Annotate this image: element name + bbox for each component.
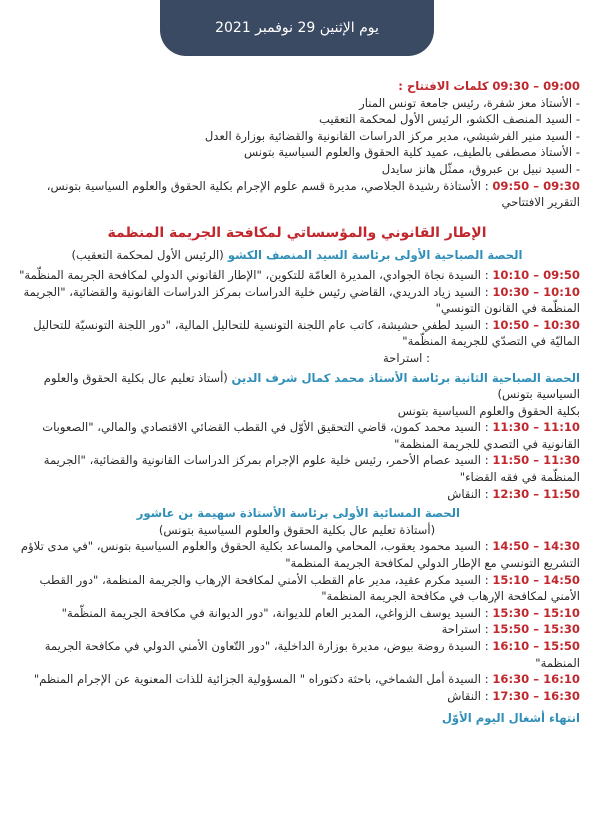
agenda-item — [14, 605, 580, 622]
session1-heading — [14, 247, 580, 264]
program-content — [14, 78, 580, 727]
opening-speaker: - السيد منير الفرشيشي، مدير مركز الدراسات القانونية والقضائية بوزارة العدل — [204, 128, 580, 143]
item-text: : السيدة روضة بيوض، مديرة بوزارة الداخلية، "دور التّعاون الأمني الدولي في مكافحة الجريمة المنظمة" — [44, 639, 580, 670]
opening-heading — [14, 78, 580, 95]
item-time: 10:30 – 10:50 — [492, 317, 580, 332]
item-text: : السيد مكرم عقيد، مدير عام القطب الأمني لمكافحة الإرهاب والجريمة المنظمة، "دور القطب الأمني لمكافحة الإرهاب في مكافحة الجريمة المنظمة" — [39, 572, 580, 604]
item-text: : السيدة نجاة الجوادي، المديرة العامّة للتكوين، "الإطار القانوني الدولي لمكافحة الجريمة المنظّمة" — [19, 267, 489, 282]
session1-title: الحصة الصباحية الأولى برئاسة السيد المنصف الكشو — [227, 248, 523, 263]
opening-time: 09:00 – 09:30 — [492, 79, 580, 93]
item-text: : السيدة أمل الشماخي، باحثة دكتوراه " المسؤولية الجزائية للذات المعنوية عن الإجرام المنظم" — [33, 672, 489, 687]
agenda-item — [14, 688, 580, 705]
item-text: : السيد عصام الأحمر، رئيس خلية علوم الإجرام بمركز الدراسات القانونية والقضائية، "الجريمة المنظّمة في فقه القضاء" — [43, 453, 580, 485]
item-time: 15:10 – 15:30 — [492, 605, 580, 620]
item-time: 11:30 – 11:50 — [492, 453, 580, 468]
agenda-item — [14, 538, 580, 571]
opening-speaker: - الأستاذ معز شفرة، رئيس جامعة تونس المنار — [359, 95, 580, 110]
item-text: : السيد محمد كمون، قاضي التحقيق الأوّل في القطب القضائي الاقتصادي والمالي، "الصعوبات القانونية في التصدي للجريمة المنظمة" — [42, 420, 580, 451]
item-time: 15:30 – 15:50 — [492, 622, 580, 637]
item-text: : السيد يوسف الزواغي، المدير العام للديوانة، "دور الديوانة في مكافحة الجريمة المنظّمة" — [61, 605, 489, 620]
opening-title: كلمات الافتتاح : — [398, 79, 489, 93]
session2-heading — [14, 370, 580, 403]
opening-speaker: - السيد نبيل بن عبروق، ممثّل هانز سايدل — [381, 161, 580, 176]
opening-report — [14, 178, 580, 211]
item-time: 09:50 – 10:10 — [492, 267, 580, 282]
agenda-item — [14, 638, 580, 671]
session2-subtitle: (أستاذ تعليم عال بكلية الحقوق والعلوم السياسية بتونس) — [43, 370, 580, 402]
item-text: : السيد لطفي حشيشة، كاتب عام اللجنة التونسية للتحاليل المالية، "دور اللجنة التونسيّة للتحاليل الماليّة في التصدّي للجريمة المنظّمة" — [33, 317, 580, 349]
report-time: 09:30 – 09:50 — [492, 178, 580, 193]
day-date: يوم الإثنين 29 نوفمبر 2021 — [215, 20, 379, 36]
item-time: 14:50 – 15:10 — [492, 572, 580, 587]
session3-subtitle: (أستاذة تعليم عال بكلية الحقوق والعلوم السياسية بتونس) — [158, 522, 436, 537]
item-text: : السيد محمود يعقوب، المحامي والمساعد بكلية الحقوق والعلوم السياسية بتونس، "في مدى تلاؤم التشريع التونسي مع الإطار الدولي لمكافحة الجريمة المنظمة" — [20, 539, 580, 571]
item-text: : النقاش — [447, 688, 489, 703]
item-time: 16:10 – 16:30 — [492, 672, 580, 687]
session2-title: الحصة الصباحية الثانية برئاسة الأستاذ محمد كمال شرف الدين — [231, 370, 580, 385]
session1-subtitle: (الرئيس الأول لمحكمة التعقيب) — [71, 248, 224, 263]
opening-speaker: - السيد المنصف الكشو، الرئيس الأول لمحكمة التعقيب — [318, 112, 580, 127]
item-time: 11:10 – 11:30 — [492, 420, 580, 435]
agenda-item — [14, 486, 580, 503]
item-time: 14:30 – 14:50 — [492, 539, 580, 554]
item-text: : النقاش — [447, 486, 489, 501]
agenda-item — [14, 572, 580, 605]
report-text: : الأستاذة رشيدة الجلاصي، مديرة قسم علوم الإجرام بكلية الحقوق والعلوم السياسية بتونس، التقرير الافتتاحي — [46, 178, 580, 210]
item-time: 16:30 – 17:30 — [492, 688, 580, 703]
session3-title: الحصة المسائية الأولى برئاسة الأستاذة سهيمة بن عاشور — [136, 506, 460, 521]
section-title: الإطار القانوني والمؤسساتي لمكافحة الجريمة المنظمة — [107, 224, 487, 241]
item-text: : السيد زياد الدريدي، القاضي رئيس خلية الدراسات بمركز الدراسات القانونية والقضائية، "الجريمة المنظّمة في القانون التونسي" — [23, 284, 580, 316]
agenda-item — [14, 267, 580, 284]
item-text: : استراحة — [441, 622, 489, 637]
opening-speaker: - الأستاذ مصطفى بالطيف، عميد كلية الحقوق والعلوم السياسية بتونس — [243, 145, 580, 160]
agenda-item — [14, 317, 580, 350]
closing-title: انتهاء أشغال اليوم الأوّل — [441, 711, 580, 726]
item-time: 11:50 – 12:30 — [492, 486, 580, 501]
agenda-item — [14, 452, 580, 485]
session2-affiliation: بكلية الحقوق والعلوم السياسية بتونس — [397, 403, 580, 418]
item-time: 10:10 – 10:30 — [492, 284, 580, 299]
agenda-item — [14, 671, 580, 688]
agenda-item — [14, 284, 580, 317]
agenda-item — [14, 419, 580, 452]
break-line: : استراحة — [382, 350, 430, 365]
agenda-item — [14, 621, 580, 638]
date-banner — [160, 0, 434, 56]
item-time: 15:50 – 16:10 — [492, 639, 580, 653]
